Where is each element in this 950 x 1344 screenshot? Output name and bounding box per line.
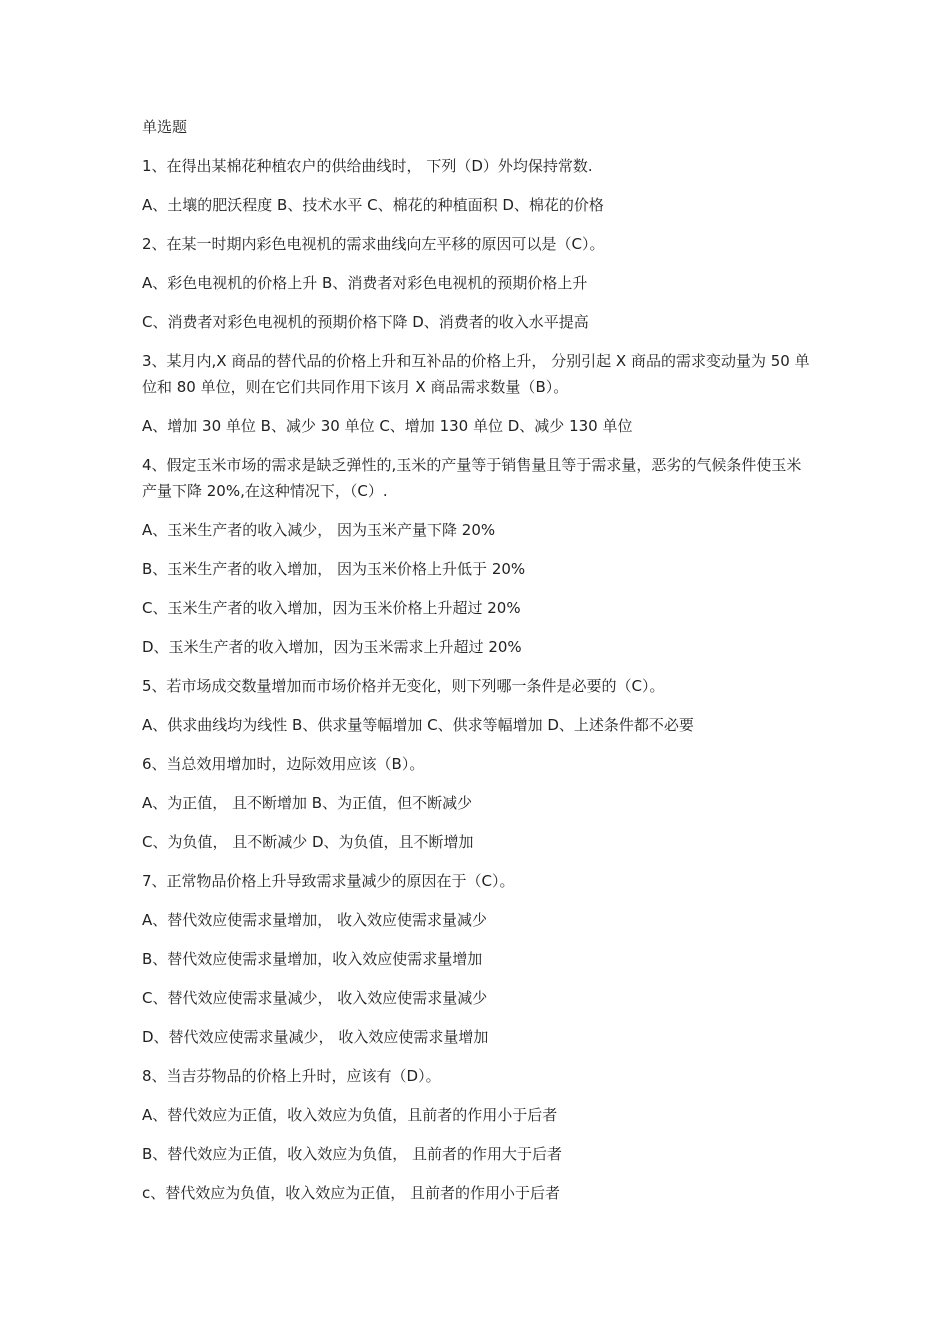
question-8-option-b: B、替代效应为正值，收入效应为负值， 且前者的作用大于后者 <box>142 1145 563 1163</box>
question-4: 4、假定玉米市场的需求是缺乏弹性的,玉米的产量等于销售量且等于需求量，恶劣的气候条件使玉米产量下降 20%,在这种情况下，（C）. <box>142 456 802 500</box>
section-title: 单选题 <box>142 118 188 136</box>
question-7-option-c: C、替代效应使需求量减少， 收入效应使需求量减少 <box>142 989 488 1007</box>
document-content <box>142 114 810 1206</box>
question-7: 7、正常物品价格上升导致需求量减少的原因在于（C）。 <box>142 872 515 890</box>
question-7-option-d: D、替代效应使需求量减少， 收入效应使需求量增加 <box>142 1028 489 1046</box>
question-2-options-ab: A、彩色电视机的价格上升 B、消费者对彩色电视机的预期价格上升 <box>142 274 588 292</box>
question-8-option-c: c、替代效应为负值，收入效应为正值， 且前者的作用小于后者 <box>142 1184 561 1202</box>
question-4-option-c: C、玉米生产者的收入增加，因为玉米价格上升超过 20% <box>142 599 521 617</box>
question-6-options-ab: A、为正值， 且不断增加 B、为正值，但不断减少 <box>142 794 473 812</box>
question-3: 3、某月内,X 商品的替代品的价格上升和互补品的价格上升， 分别引起 X 商品的需求变动量为 50 单位和 80 单位，则在它们共同作用下该月 X 商品需求数量（B）。 <box>142 352 810 396</box>
question-1: 1、在得出某棉花种植农户的供给曲线时， 下列（D）外均保持常数. <box>142 157 593 175</box>
question-3-options: A、增加 30 单位 B、减少 30 单位 C、增加 130 单位 D、减少 130 单位 <box>142 417 633 435</box>
question-5: 5、若市场成交数量增加而市场价格并无变化，则下列哪一条件是必要的（C）。 <box>142 677 665 695</box>
question-6-options-cd: C、为负值， 且不断减少 D、为负值，且不断增加 <box>142 833 474 851</box>
question-7-option-b: B、替代效应使需求量增加，收入效应使需求量增加 <box>142 950 483 968</box>
question-8-option-a: A、替代效应为正值，收入效应为负值，且前者的作用小于后者 <box>142 1106 558 1124</box>
question-7-option-a: A、替代效应使需求量增加， 收入效应使需求量减少 <box>142 911 488 929</box>
question-5-options: A、供求曲线均为线性 B、供求量等幅增加 C、供求等幅增加 D、上述条件都不必要 <box>142 716 694 734</box>
question-6: 6、当总效用增加时，边际效用应该（B）。 <box>142 755 425 773</box>
question-4-option-b: B、玉米生产者的收入增加， 因为玉米价格上升低于 20% <box>142 560 526 578</box>
question-2-options-cd: C、消费者对彩色电视机的预期价格下降 D、消费者的收入水平提高 <box>142 313 589 331</box>
question-2: 2、在某一时期内彩色电视机的需求曲线向左平移的原因可以是（C）。 <box>142 235 605 253</box>
question-8: 8、当吉芬物品的价格上升时，应该有（D）。 <box>142 1067 441 1085</box>
question-4-option-d: D、玉米生产者的收入增加，因为玉米需求上升超过 20% <box>142 638 522 656</box>
question-1-options: A、土壤的肥沃程度 B、技术水平 C、棉花的种植面积 D、棉花的价格 <box>142 196 604 214</box>
question-4-option-a: A、玉米生产者的收入减少， 因为玉米产量下降 20% <box>142 521 496 539</box>
